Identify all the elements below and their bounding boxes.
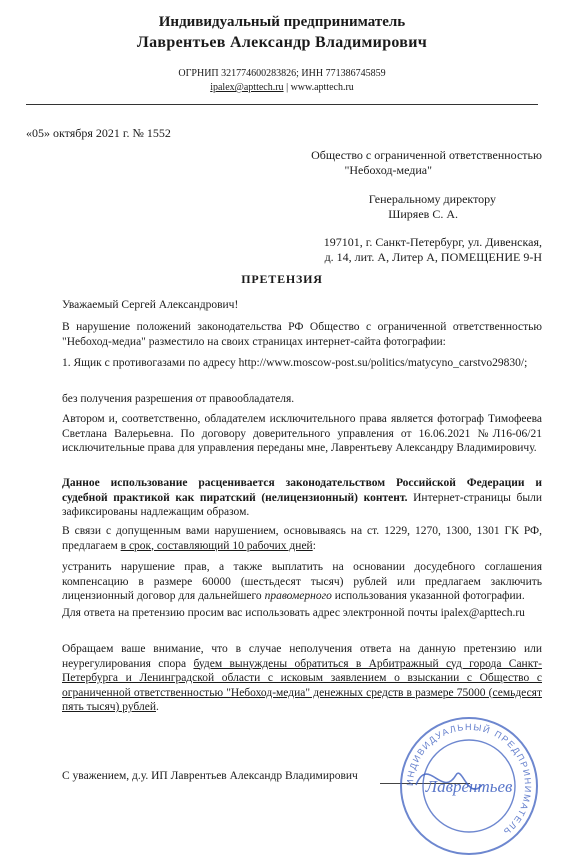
paragraph-violation-text: В нарушение положений законодательства РФ Общество с ограниченной ответственностью "Небоход-медиа" разместило на своих страницах интернет-сайта фотографии: bbox=[62, 321, 542, 348]
document-title: ПРЕТЕНЗИЯ bbox=[241, 272, 323, 286]
paragraph-compensation-text: устранить нарушение прав, а также выплатить на основании досудебного соглашения компенсацию в размере 60000 (шестьдесят тысяч) рублей или предлагаем заключить лицензионный договор для дальнейшего bbox=[62, 561, 542, 602]
paragraph-compensation-end: использования указанной фотографии. bbox=[331, 590, 525, 602]
issuer-contacts bbox=[0, 82, 564, 93]
recipient-role bbox=[369, 192, 496, 222]
issuer-name: Лаврентьев Александр Владимирович bbox=[136, 34, 428, 51]
paragraph-proposal bbox=[62, 524, 542, 553]
recipient-role-line1: Генеральному директору bbox=[368, 192, 496, 206]
recipient-org-line2: "Небоход-медиа" bbox=[344, 163, 432, 177]
paragraph-warning-end: . bbox=[155, 701, 159, 713]
recipient-org-line1: Общество с ограниченной ответственностью bbox=[311, 148, 542, 162]
paragraph-author-text: Автором и, соответственно, обладателем исключительного права является фотограф Тимофеева Светлана Валерьевна. По договору доверительного управления от 16.06.2021 №Л16-06/21 исключительные права для управления переданы мне, Лаврентьеву Александру Владимировичу. bbox=[62, 413, 542, 454]
issuer-email-link[interactable]: ipalex@apttech.ru bbox=[210, 82, 284, 93]
paragraph-piracy-bold: Данное использование расценивается законодательством Российской Федерации и судебной практикой как пиратский (нелицензионный) контент. bbox=[62, 477, 542, 504]
paragraph-warning bbox=[62, 642, 542, 715]
seal-ring-text: ИНДИВИДУАЛЬНЫЙ ПРЕДПРИНИМАТЕЛЬ bbox=[404, 721, 534, 838]
recipient-role-line2: Ширяев С. А. bbox=[388, 207, 458, 221]
paragraph-proposal-text: В связи с допущенным вами нарушением, основываясь на ст. 1229, 1270, 1300, 1301 ГК РФ, предлагаем bbox=[62, 525, 542, 552]
paragraph-warning-underlined: будем вынуждены обратиться в Арбитражный суд города Санкт-Петербурга и Ленинградской области с исковым заявлением о взыскании с Общество с ограниченной ответственностью "Небоход-медиа" денежных средств в размере 75000 (семьдесят пять тысяч) рублей bbox=[62, 657, 542, 713]
signature-line: С уважением, д.у. ИП Лаврентьев Александр Владимирович bbox=[62, 770, 358, 782]
recipient-org bbox=[311, 148, 542, 178]
issuer-registration: ОГРНИП 321774600283826; ИНН 771386745859 bbox=[178, 68, 386, 79]
recipient-address-line2: д. 14, лит. А, Литер А, ПОМЕЩЕНИЕ 9-Н bbox=[324, 250, 542, 264]
photo-list-item bbox=[62, 356, 542, 371]
seal-center-text: Лаврентьев bbox=[425, 777, 513, 796]
paragraph-reply-email-text: Для ответа на претензию просим вас использовать адрес электронной почты ipalex@apttech.ru bbox=[62, 607, 525, 619]
recipient-address-line1: 197101, г. Санкт-Петербург, ул. Дивенская, bbox=[323, 235, 542, 249]
seal-stamp bbox=[398, 715, 540, 857]
paragraph-compensation bbox=[62, 560, 542, 604]
recipient-address bbox=[324, 235, 542, 265]
paragraph-warning-text: Обращаем ваше внимание, что в случае неполучения ответа на данную претензию или неурегулирования спора bbox=[62, 643, 542, 670]
paragraph-reply-email bbox=[62, 606, 542, 621]
date-number: «05» октября 2021 г. № 1552 bbox=[26, 126, 171, 140]
paragraph-piracy bbox=[62, 476, 542, 520]
paragraph-proposal-deadline: в срок, составляющий 10 рабочих дней bbox=[120, 539, 313, 552]
issuer-title: Индивидуальный предприниматель bbox=[158, 14, 406, 30]
paragraph-author bbox=[62, 412, 542, 456]
greeting: Уважаемый Сергей Александрович! bbox=[62, 299, 239, 311]
photo-list-item-text: 1. Ящик с противогазами по адресу http://www.moscow-post.su/politics/matycyno_carstvo29830/; bbox=[62, 357, 528, 369]
paragraph-piracy-rest: Интернет-страницы были зафиксированы надлежащим образом. bbox=[62, 491, 542, 518]
paragraph-compensation-italic: правомерного bbox=[264, 590, 332, 602]
paragraph-violation bbox=[62, 320, 542, 349]
paragraph-no-permission: без получения разрешения от правообладателя. bbox=[62, 393, 295, 405]
paragraph-proposal-colon: : bbox=[312, 539, 316, 552]
header-divider bbox=[26, 104, 538, 105]
issuer-site: | www.apttech.ru bbox=[283, 82, 354, 93]
